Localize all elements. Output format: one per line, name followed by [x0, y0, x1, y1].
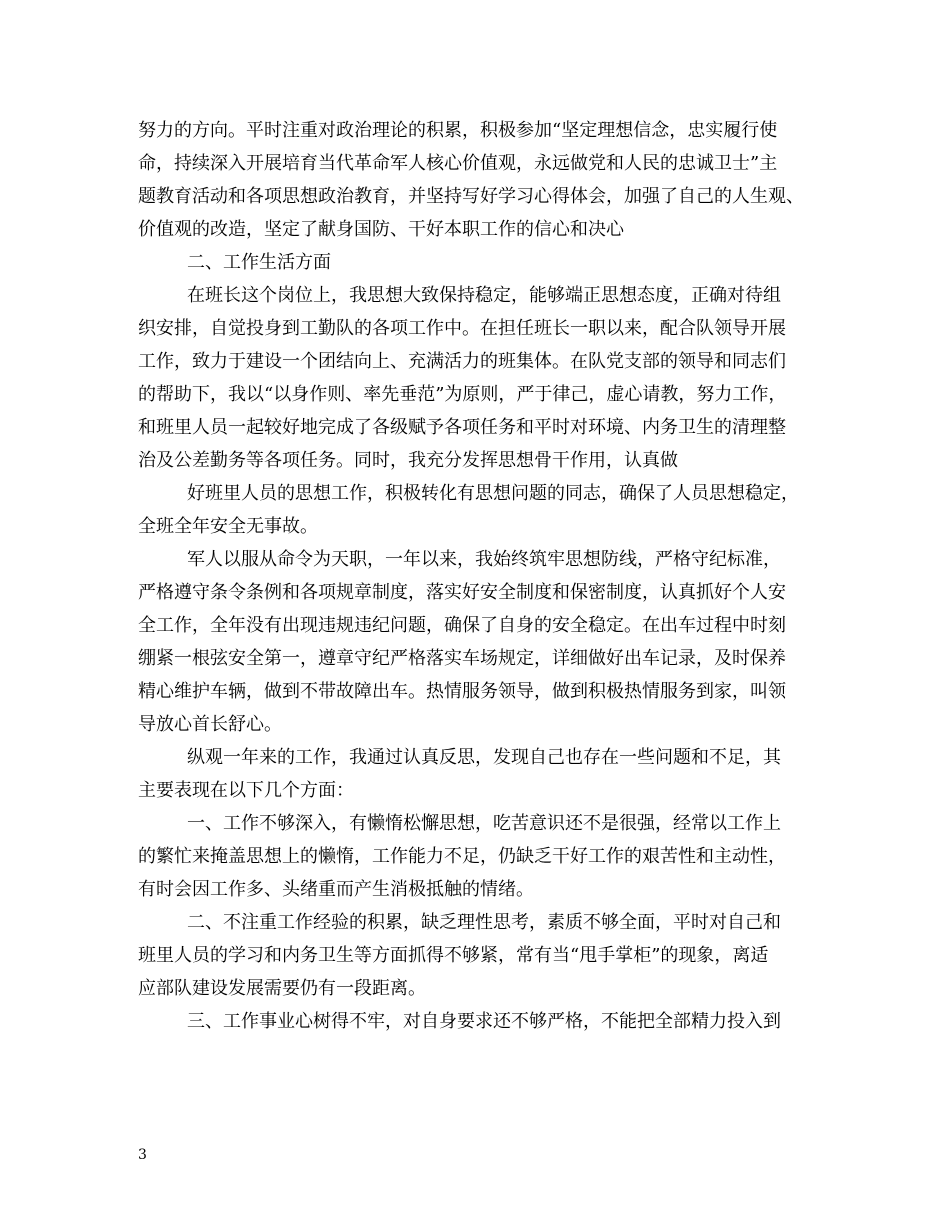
page-number: 3 [138, 1147, 147, 1163]
text-line: 纵观一年来的工作，我通过认真反思，发现自己也存在一些问题和不足，其 [187, 747, 781, 768]
text-line: 工作，致力于建设一个团结向上、充满活力的班集体。在队党支部的领导和同志们 [138, 351, 786, 372]
text-line: 严格遵守条令条例和各项规章制度，落实好安全制度和保密制度，认真抓好个人安 [138, 582, 786, 603]
text-line: 全工作，全年没有出现违规违纪问题，确保了自身的安全稳定。在出车过程中时刻 [138, 615, 786, 636]
text-line: 的繁忙来掩盖思想上的懒惰，工作能力不足，仍缺乏干好工作的艰苦性和主动性， [138, 846, 786, 867]
text-line: 治及公差勤务等各项任务。同时，我充分发挥思想骨干作用，认真做 [138, 450, 678, 471]
text-line: 军人以服从命令为天职，一年以来，我始终筑牢思想防线，严格守纪标准， [187, 549, 781, 570]
text-line: 和班里人员一起较好地完成了各级赋予各项任务和平时对环境、内务卫生的清理整 [138, 417, 786, 438]
text-line: 命，持续深入开展培育当代革命军人核心价值观，永远做党和人民的忠诚卫士”主 [138, 153, 778, 174]
document-body [138, 114, 828, 1038]
text-line: 在班长这个岗位上，我思想大致保持稳定，能够端正思想态度，正确对待组 [187, 285, 781, 306]
text-line: 努力的方向。平时注重对政治理论的积累，积极参加“坚定理想信念，忠实履行使 [138, 120, 778, 141]
text-line: 导放心首长舒心。 [138, 714, 282, 735]
text-line: 的帮助下，我以“以身作则、率先垂范”为原则，严于律己，虚心请教，努力工作， [138, 384, 787, 405]
text-line: 全班全年安全无事故。 [138, 516, 318, 537]
text-line: 三、工作事业心树得不牢，对自身要求还不够严格，不能把全部精力投入到 [187, 1011, 781, 1032]
text-line: 精心维护车辆，做到不带故障出车。热情服务领导，做到积极热情服务到家，叫领 [138, 681, 786, 702]
text-line: 价值观的改造，坚定了献身国防、干好本职工作的信心和决心 [138, 219, 624, 240]
text-line: 班里人员的学习和内务卫生等方面抓得不够紧，常有当“甩手掌柜”的现象，离适 [138, 945, 769, 966]
text-line: 二、不注重工作经验的积累，缺乏理性思考，素质不够全面，平时对自己和 [187, 912, 781, 933]
text-line: 应部队建设发展需要仍有一段距离。 [138, 978, 426, 999]
text-line: 题教育活动和各项思想政治教育，并坚持写好学习心得体会，加强了自己的人生观、 [138, 186, 804, 207]
text-line: 有时会因工作多、头绪重而产生消极抵触的情绪。 [138, 879, 534, 900]
text-line: 绷紧一根弦安全第一，遵章守纪严格落实车场规定，详细做好出车记录，及时保养 [138, 648, 786, 669]
text-line: 主要表现在以下几个方面： [138, 780, 354, 801]
text-line: 好班里人员的思想工作，积极转化有思想问题的同志，确保了人员思想稳定， [187, 483, 799, 504]
text-line: 一、工作不够深入，有懒惰松懈思想，吃苦意识还不是很强，经常以工作上 [187, 813, 781, 834]
text-line: 织安排，自觉投身到工勤队的各项工作中。在担任班长一职以来，配合队领导开展 [138, 318, 786, 339]
text-line: 二、工作生活方面 [187, 252, 331, 273]
